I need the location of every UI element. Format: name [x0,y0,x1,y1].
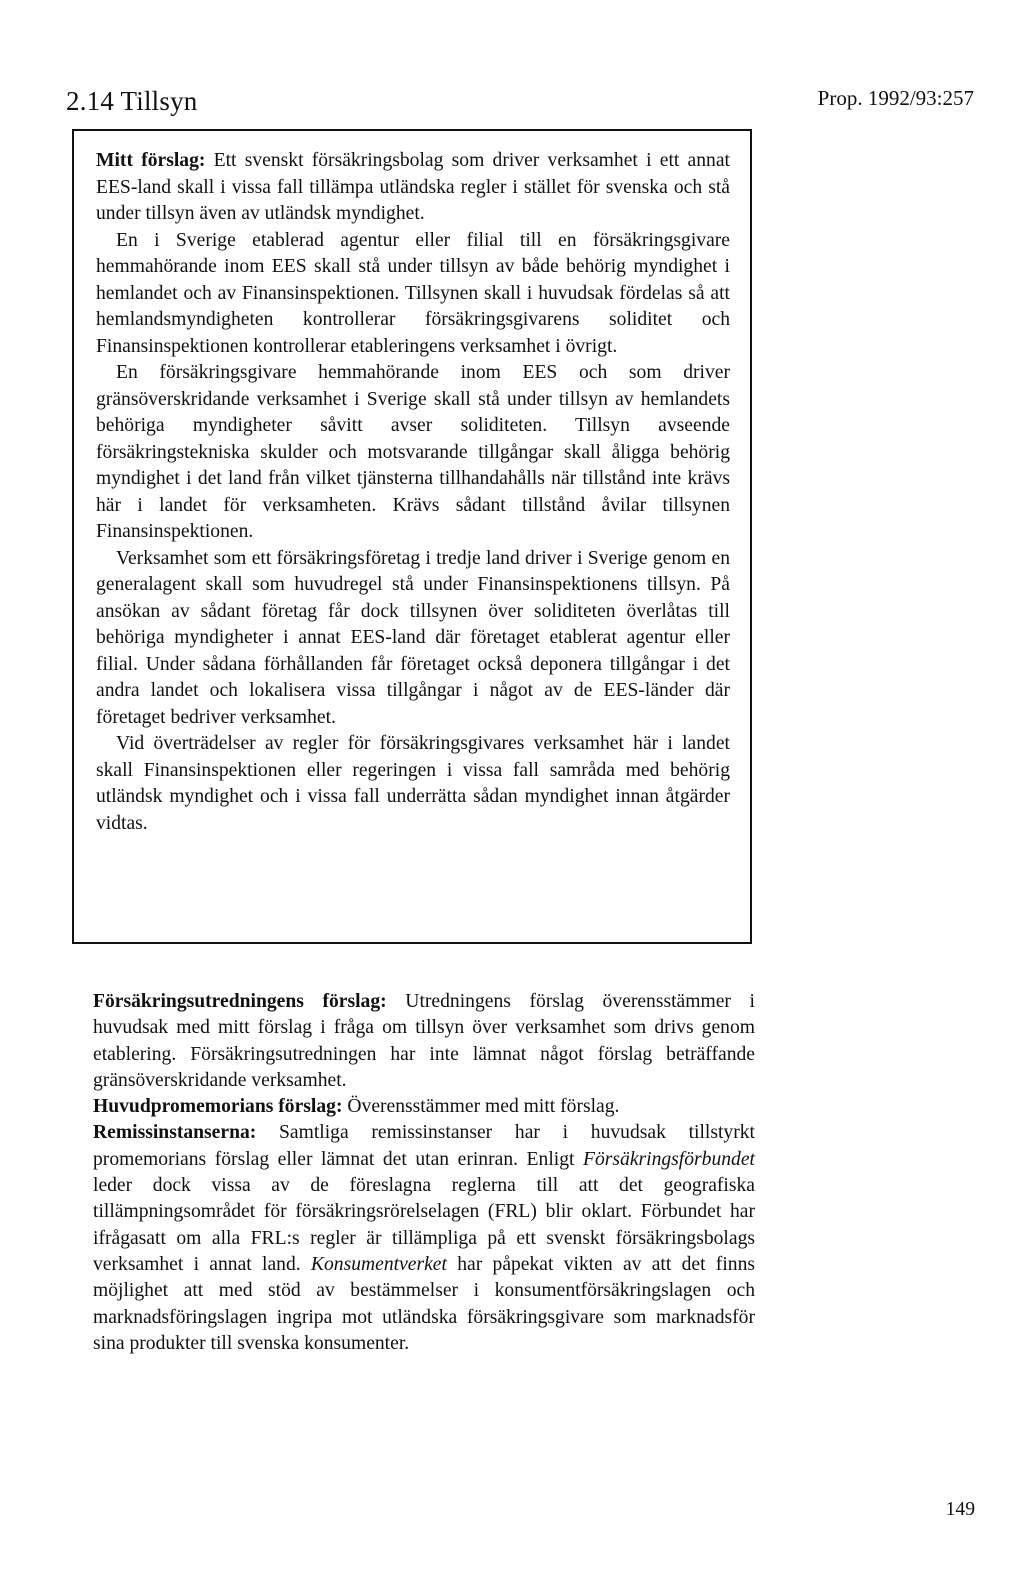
proposal-paragraph-1-text: Ett svenskt försäkringsbolag som driver verksamhet i ett annat EES-land skall i vissa fall tillämpa utländska regler i stället för svenska och stå under tillsyn även av utländsk myndighet. [96,150,730,224]
proposal-paragraph-3: En försäkringsgivare hemmahörande inom EES och som driver gränsöverskridande verksamhet i Sverige skall stå under tillsyn av hemlandets behöriga myndigheter såvitt avser soliditeten. Tillsyn avseende försäkringstekniska skulder och motsvarande tillgångar skall åligga behörig myndighet i det land från vilket tjänsterna tillhandahålls när tillstånd inte krävs här i landet för verksamheten. Krävs sådant tillstånd åvilar tillsynen Finansinspektionen. [96,362,730,542]
referral-paragraph [93,1120,755,1357]
referral-text-3: har påpekat vikten av att det finns möjlighet att med stöd av bestämmelser i konsumentförsäkringslagen och marknadsföringslagen ingripa mot utländska försäkringsgivare som marknadsför sina produkter till svenska konsumenter. [93,1253,755,1354]
inquiry-text: Utredningens förslag överensstämmer i huvudsak med mitt förslag i fråga om tillsyn över verksamhet som drivs genom etablering. Försäkringsutredningen har inte lämnat något förslag beträffande gränsöverskridande verksamhet. [93,991,755,1091]
memo-text: Överensstämmer med mitt förslag. [342,1096,620,1118]
proposal-paragraph-4: Verksamhet som ett försäkringsföretag i tredje land driver i Sverige genom en generalagent skall som huvudregel stå under Finansinspektionens tillsyn. På ansökan av sådant företag får dock tillsynen över soliditeten överlåtas till behöriga myndigheter i annat EES-land där företaget etablerat agentur eller filial. Under sådana förhållanden får företaget också deponera tillgångar i det andra landet och lokalisera vissa tillgångar i något av de EES-länder där företaget bedriver verksamhet. [96,547,730,728]
main-text [93,989,755,1357]
proposal-paragraph-5: Vid överträdelser av regler för försäkringsgivares verksamhet här i landet skall Finansinspektionen eller regeringen i vissa fall samråda med behörig utländsk myndighet och i vissa fall underrätta sådan myndighet innan åtgärder vidtas. [96,733,730,834]
inquiry-label: Försäkringsutredningens förslag: [93,991,387,1012]
section-heading: 2.14 Tillsyn [66,86,198,116]
proposal-lead-label: Mitt förslag: [96,150,206,171]
referral-org-2: Konsumentverket [310,1253,447,1275]
memo-label: Huvudpromemorians förslag: [93,1096,343,1118]
referral-org-1: Försäkringsförbundet [583,1148,755,1170]
proposal-box [72,129,752,944]
proposal-paragraph-1 [96,148,730,228]
memo-paragraph [93,1094,755,1120]
inquiry-paragraph [93,989,755,1094]
page-number: 149 [945,1499,975,1520]
referral-text-1: Samtliga remissinstanser har i huvudsak tillstyrkt promemorians förslag eller lämnat det utan erinran. Enligt [93,1122,755,1170]
proposition-reference: Prop. 1992/93:257 [817,86,974,110]
referral-text-2: leder dock vissa av de föreslagna reglerna till att det geografiska tillämpningsområdet för försäkringsrörelselagen (FRL) blir oklart. Förbundet har ifrågasatt om alla FRL:s regler är tillämpliga på ett svenskt försäkringsbolags verksamhet i annat land. [93,1175,755,1275]
proposal-paragraph-2: En i Sverige etablerad agentur eller filial till en försäkringsgivare hemmahörande inom EES skall stå under tillsyn av både behörig myndighet i hemlandet och av Finansinspektionen. Tillsynen skall i huvudsak fördelas så att hemlandsmyndigheten kontrollerar försäkringsgivarens soliditet och Finansinspektionen kontrollerar etableringens verksamhet i övrigt. [96,229,730,357]
referral-label: Remissinstanserna: [93,1122,257,1144]
